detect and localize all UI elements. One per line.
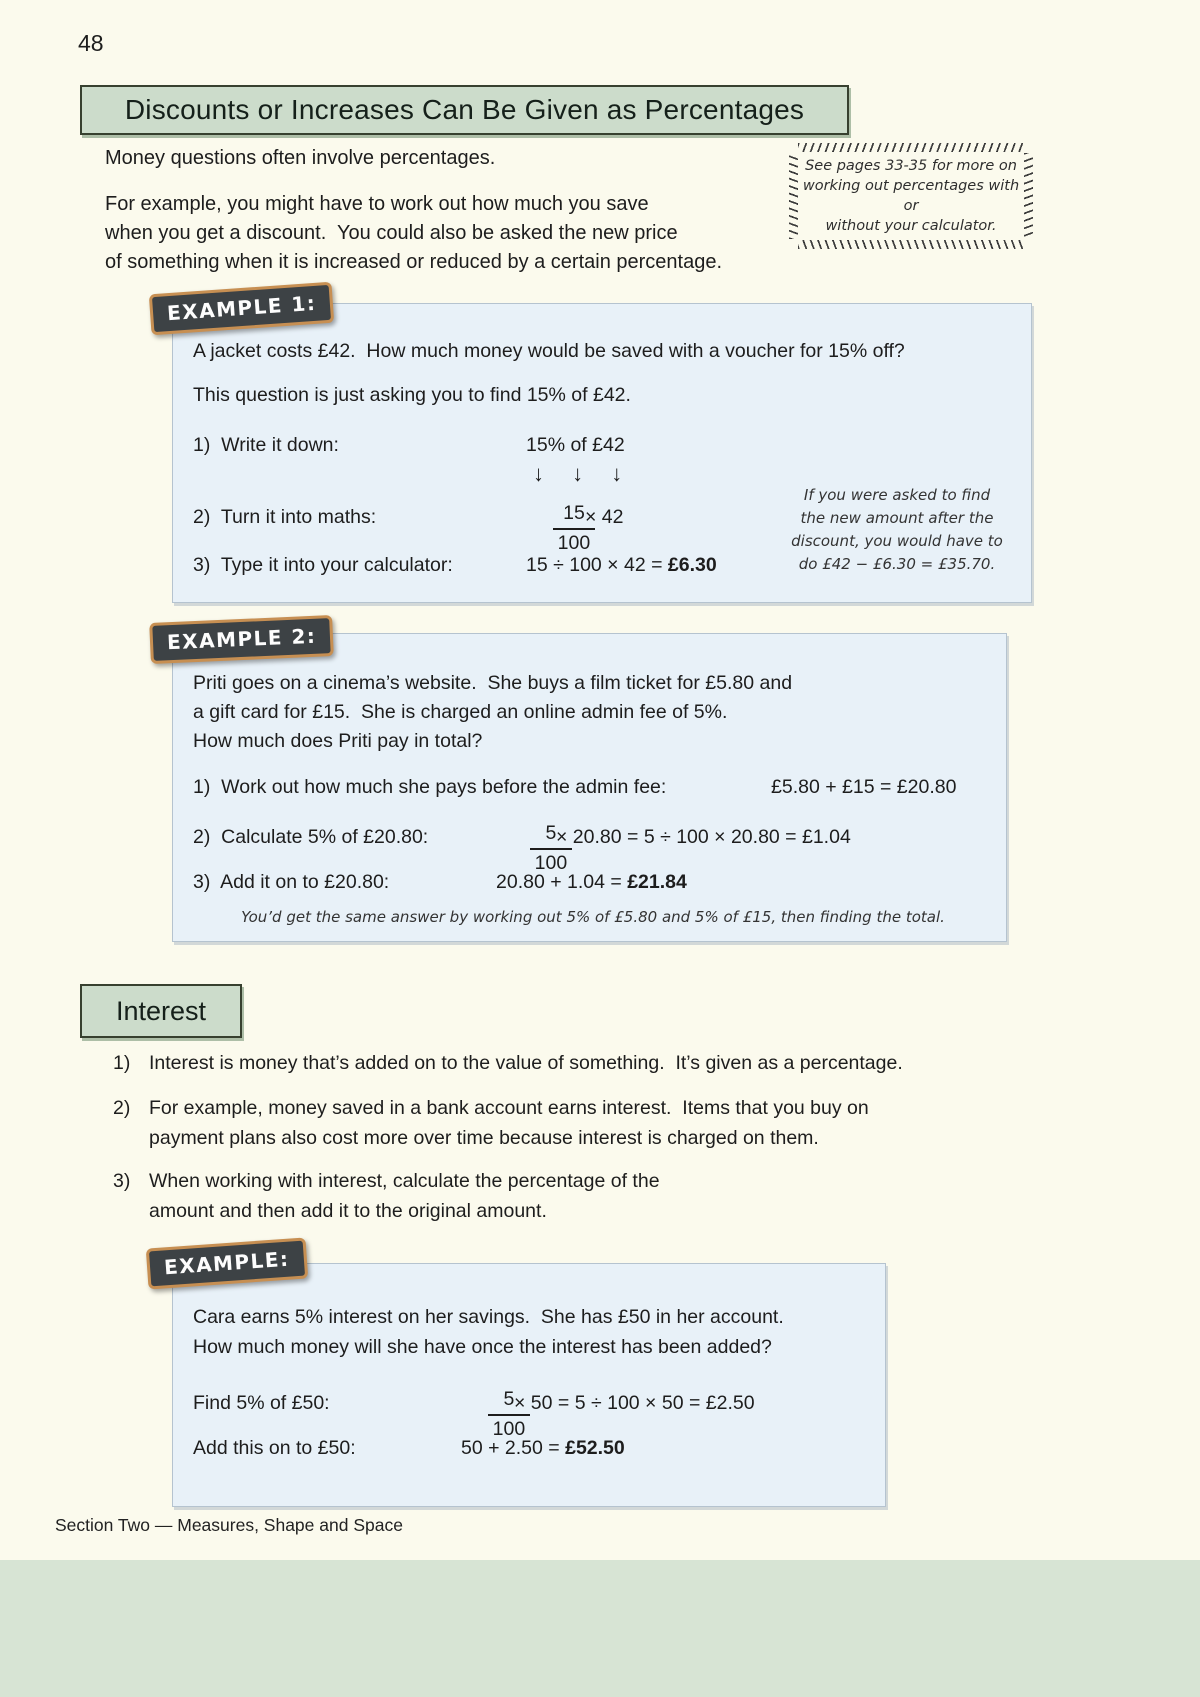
example-1-badge: EXAMPLE 1: <box>149 282 335 336</box>
example-2-question: How much does Priti pay in total? <box>193 730 483 752</box>
example-2-question: Priti goes on a cinema’s website. She buys a film ticket for £5.80 and <box>193 672 793 694</box>
example-1-question: A jacket costs £42. How much money would be saved with a voucher for 15% off? <box>193 340 905 362</box>
example-1-side-note: If you were asked to find the new amount after the discount, you would have to do £42 − £6.30 = £35.70. <box>791 486 1003 573</box>
interest-item-1: 1) Interest is money that’s added on to the value of something. It’s given as a percentage. <box>113 1052 903 1074</box>
example-2-step3-label: 3) Add it on to £20.80: <box>193 871 390 893</box>
example-2-badge: EXAMPLE 2: <box>149 615 334 664</box>
example-3-question: Cara earns 5% interest on her savings. She has £50 in her account. <box>193 1306 784 1328</box>
example-1-answer: £6.30 <box>667 554 717 576</box>
example-1-box <box>172 303 1032 603</box>
hatch-border-right <box>1024 153 1033 239</box>
example-2-step2-label: 2) Calculate 5% of £20.80: <box>193 826 429 848</box>
hatch-border-top <box>798 143 1024 152</box>
example-3-step2-value: 50 + 2.50 = £52.50 <box>461 1437 625 1459</box>
section-footer: Section Two — Measures, Shape and Space <box>55 1515 403 1535</box>
footer-band <box>0 1560 1200 1697</box>
interest-item-2: 2) For example, money saved in a bank account earns interest. Items that you buy on payment plans also cost more over time because interest is charged on them. <box>113 1097 869 1149</box>
hatch-border-left <box>789 153 798 239</box>
intro-paragraph: For example, you might have to work out how much you save when you get a discount. You could also be asked the new price of something when it is increased or reduced by a certain percentage. <box>105 193 723 273</box>
example-2-question: a gift card for £15. She is charged an online admin fee of 5%. <box>193 701 728 723</box>
example-1-fraction: $\frac{15}{100}$ <box>526 486 595 571</box>
example-1-step2-after: × 42 <box>585 506 624 528</box>
example-3-badge: EXAMPLE: <box>146 1237 308 1289</box>
example-2-step1-value: £5.80 + £15 = £20.80 <box>771 776 957 798</box>
page-number: 48 <box>78 30 104 56</box>
section-title-box <box>80 85 849 135</box>
example-2-step3-value: 20.80 + 1.04 = £21.84 <box>496 871 687 893</box>
example-2-answer: £21.84 <box>627 871 687 893</box>
section-title: Discounts or Increases Can Be Given as Percentages <box>124 94 805 125</box>
margin-note-text: See pages 33-35 for more on working out percentages with or without your calculator. <box>802 158 1020 234</box>
interest-item-3: 3) When working with interest, calculate the percentage of the amount and then add it to the original amount. <box>113 1170 660 1222</box>
intro-line: Money questions often involve percentages. <box>105 147 496 169</box>
margin-note <box>790 146 1032 246</box>
hatch-border-bottom <box>798 240 1024 249</box>
example-1-step1-value: 15% of £42 <box>526 434 625 456</box>
example-1-step3-value: 15 ÷ 100 × 42 = £6.30 <box>526 554 717 576</box>
example-2-box <box>172 633 1007 942</box>
example-2-note: You’d get the same answer by working out 5% of £5.80 and 5% of £15, then finding the total. <box>241 908 945 926</box>
example-1-step3-label: 3) Type it into your calculator: <box>193 554 453 576</box>
example-1-step2-label: 2) Turn it into maths: <box>193 506 377 528</box>
interest-heading-box <box>80 984 242 1038</box>
example-3-step1-after: × 50 = 5 ÷ 100 × 50 = £2.50 <box>514 1392 755 1414</box>
down-arrows-icon: ↓ ↓ ↓ <box>533 461 623 486</box>
example-3-step1-label: Find 5% of £50: <box>193 1392 330 1414</box>
example-2-step1-label: 1) Work out how much she pays before the admin fee: <box>193 776 667 798</box>
example-3-fraction: $\frac{5}{100}$ <box>461 1372 530 1457</box>
interest-heading: Interest <box>115 995 207 1026</box>
example-2-fraction: $\frac{5}{100}$ <box>503 806 572 891</box>
example-1-subtext: This question is just asking you to find 15% of £42. <box>193 384 631 406</box>
example-3-box <box>172 1263 886 1507</box>
example-1-step1-label: 1) Write it down: <box>193 434 339 456</box>
example-3-answer: £52.50 <box>565 1437 625 1459</box>
example-2-step2-after: × 20.80 = 5 ÷ 100 × 20.80 = £1.04 <box>556 826 851 848</box>
example-3-question: How much money will she have once the interest has been added? <box>193 1336 772 1358</box>
example-3-step2-label: Add this on to £50: <box>193 1437 356 1459</box>
